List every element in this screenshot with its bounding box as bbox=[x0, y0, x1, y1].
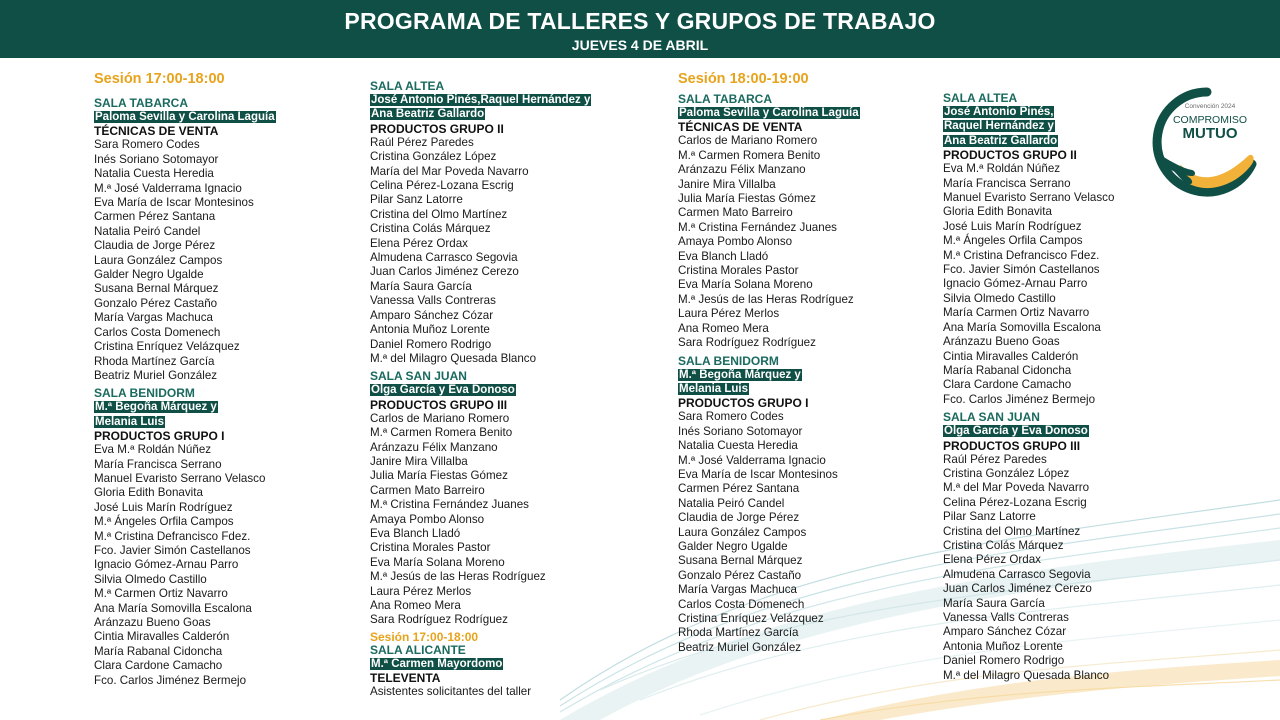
list-item: Claudia de Jorge Pérez bbox=[678, 511, 800, 525]
list-item: M.ª Cristina Fernández Juanes bbox=[678, 220, 837, 234]
hosts bbox=[94, 400, 234, 429]
list-item: Raúl Pérez Paredes bbox=[943, 452, 1047, 466]
list-item: Aránzazu Bueno Goas bbox=[943, 335, 1060, 349]
list-item: Carlos Costa Domenech bbox=[94, 325, 221, 339]
list-item: M.ª del Milagro Quesada Blanco bbox=[943, 668, 1110, 682]
list-item: Antonia Muñoz Lorente bbox=[943, 639, 1063, 653]
list-item: Cristina González López bbox=[943, 466, 1070, 480]
hosts-label: Paloma Sevilla y Carolina Laguía bbox=[95, 111, 275, 123]
topic: PRODUCTOS GRUPO I bbox=[678, 396, 809, 411]
list-item: Sara Rodríguez Rodríguez bbox=[678, 336, 816, 350]
list-item: Aránzazu Félix Manzano bbox=[370, 440, 498, 454]
room-name: SALA SAN JUAN bbox=[943, 410, 1040, 425]
list-item: Amparo Sánchez Cózar bbox=[370, 308, 494, 322]
hosts bbox=[370, 383, 640, 397]
topic: PRODUCTOS GRUPO III bbox=[943, 438, 1081, 453]
list-item: Eva María Solana Moreno bbox=[678, 278, 813, 292]
list-item: María Francisca Serrano bbox=[943, 176, 1071, 190]
list-item: Cristina Morales Pastor bbox=[370, 541, 491, 555]
list-item: Pilar Sanz Latorre bbox=[370, 193, 463, 207]
hosts bbox=[943, 105, 1068, 148]
list-item: Carlos de Mariano Romero bbox=[678, 134, 818, 148]
list-item: Gloria Edith Bonavita bbox=[94, 486, 203, 500]
list-item: M.ª del Milagro Quesada Blanco bbox=[370, 351, 537, 365]
list-item: Ana Romeo Mera bbox=[370, 599, 461, 612]
list-item: M.ª Carmen Ortiz Navarro bbox=[94, 587, 228, 601]
list-item: Fco. Carlos Jiménez Bermejo bbox=[94, 673, 247, 687]
hosts bbox=[943, 424, 1183, 438]
list-item: Fco. Carlos Jiménez Bermejo bbox=[943, 392, 1096, 406]
topic: TELEVENTA bbox=[370, 671, 441, 686]
topic: PRODUCTOS GRUPO I bbox=[94, 429, 225, 444]
list-item: Daniel Romero Rodrigo bbox=[370, 337, 492, 351]
hosts bbox=[678, 368, 818, 397]
list-item: Carmen Mato Barreiro bbox=[370, 483, 485, 497]
list-item: Natalia Cuesta Heredia bbox=[94, 167, 214, 181]
hosts bbox=[370, 93, 602, 122]
list-item: María del Mar Poveda Navarro bbox=[370, 164, 529, 178]
list-item: Laura González Campos bbox=[94, 253, 223, 267]
list-item: Rhoda Martínez García bbox=[94, 354, 215, 368]
topic: PRODUCTOS GRUPO III bbox=[370, 397, 508, 412]
list-item: Amaya Pombo Alonso bbox=[678, 235, 793, 249]
list-item: Carlos Costa Domenech bbox=[678, 597, 805, 611]
list-item: M.ª Cristina Defrancisco Fdez. bbox=[943, 248, 1100, 262]
logo-line-1: Convención 2024 bbox=[1184, 103, 1236, 110]
list-item: Ana María Somovilla Escalona bbox=[94, 601, 252, 615]
attendee-list bbox=[94, 138, 344, 383]
column-4 bbox=[943, 92, 1183, 683]
list-item: Natalia Peiró Candel bbox=[678, 496, 785, 510]
list-item: Carlos de Mariano Romero bbox=[370, 411, 510, 425]
list-item: Celina Pérez-Lozana Escrig bbox=[370, 179, 514, 193]
list-item: M.ª Carmen Romera Benito bbox=[678, 148, 821, 162]
session-heading: Sesión 17:00-18:00 bbox=[370, 629, 479, 644]
list-item: Claudia de Jorge Pérez bbox=[94, 239, 216, 253]
page-subtitle: JUEVES 4 DE ABRIL bbox=[571, 37, 709, 53]
hosts bbox=[370, 657, 640, 671]
list-item: Carmen Pérez Santana bbox=[94, 210, 216, 224]
list-item: Aránzazu Bueno Goas bbox=[94, 616, 211, 629]
list-item: María Vargas Machuca bbox=[678, 583, 797, 597]
room-name: SALA BENIDORM bbox=[678, 353, 779, 368]
list-item: María Saura García bbox=[370, 279, 472, 293]
attendee-list bbox=[678, 410, 933, 655]
list-item: José Luis Marín Rodríguez bbox=[94, 500, 233, 514]
list-item: Rhoda Martínez García bbox=[678, 626, 799, 640]
list-item: Almudena Carrasco Segovia bbox=[370, 251, 518, 265]
topic: PRODUCTOS GRUPO II bbox=[370, 121, 504, 136]
list-item: Vanessa Valls Contreras bbox=[370, 294, 496, 308]
list-item: Asistentes solicitantes del taller bbox=[370, 685, 532, 699]
room-name: SALA TABARCA bbox=[678, 92, 772, 106]
list-item: M.ª José Valderrama Ignacio bbox=[678, 453, 826, 467]
hosts-label: Olga García y Eva Donoso bbox=[944, 425, 1088, 438]
list-item: Clara Cardone Camacho bbox=[94, 659, 223, 673]
list-item: Laura Pérez Merlos bbox=[678, 307, 780, 321]
list-item: Silvia Olmedo Castillo bbox=[943, 291, 1056, 305]
list-item: Inés Soriano Sotomayor bbox=[94, 152, 219, 166]
hosts-label: José Antonio Pinés, Raquel Hernández y Ana Beatriz Gallardo bbox=[944, 106, 1058, 147]
list-item: Juan Carlos Jiménez Cerezo bbox=[943, 582, 1092, 596]
list-item: Daniel Romero Rodrigo bbox=[943, 654, 1065, 668]
list-item: Eva María Solana Moreno bbox=[370, 555, 505, 569]
list-item: Eva M.ª Roldán Núñez bbox=[94, 443, 212, 457]
session-heading: Sesión 18:00-19:00 bbox=[678, 71, 809, 87]
list-item: Ana María Somovilla Escalona bbox=[943, 320, 1101, 334]
list-item: Pilar Sanz Latorre bbox=[943, 510, 1036, 524]
attendee-list bbox=[678, 134, 933, 350]
list-item: Cristina González López bbox=[370, 150, 497, 164]
list-item: M.ª Cristina Fernández Juanes bbox=[370, 498, 529, 512]
hosts bbox=[678, 106, 933, 120]
list-item: Gonzalo Pérez Castaño bbox=[678, 568, 802, 582]
workshop-block bbox=[370, 370, 640, 628]
column-3 bbox=[678, 70, 933, 655]
list-item: Cintia Miravalles Calderón bbox=[943, 349, 1079, 363]
list-item: Celina Pérez-Lozana Escrig bbox=[943, 495, 1087, 509]
attendee-list bbox=[943, 162, 1183, 407]
list-item: Eva María de Iscar Montesinos bbox=[94, 196, 254, 210]
list-item: Cristina Colás Márquez bbox=[943, 538, 1064, 552]
workshop-block bbox=[943, 92, 1183, 407]
list-item: Cristina Morales Pastor bbox=[678, 264, 799, 278]
hosts-label: M.ª Carmen Mayordomo bbox=[371, 657, 503, 670]
list-item: M.ª Carmen Romera Benito bbox=[370, 426, 513, 440]
list-item: María Rabanal Cidoncha bbox=[943, 363, 1072, 377]
topic: TÉCNICAS DE VENTA bbox=[678, 120, 803, 135]
logo-line-3: MUTUO bbox=[1182, 125, 1238, 142]
list-item: Eva Blanch Lladó bbox=[678, 249, 769, 263]
room-name: SALA ALTEA bbox=[370, 79, 445, 93]
list-item: Carmen Pérez Santana bbox=[678, 482, 800, 496]
hosts-label: M.ª Begoña Márquez y Melania Luis bbox=[679, 368, 801, 395]
list-item: M.ª Ángeles Orfila Campos bbox=[943, 234, 1083, 248]
list-item: Galder Negro Ugalde bbox=[678, 539, 788, 553]
list-item: Almudena Carrasco Segovia bbox=[943, 567, 1091, 581]
list-item: Fco. Javier Simón Castellanos bbox=[94, 543, 251, 557]
room-name: SALA ALICANTE bbox=[370, 642, 466, 657]
workshop-block bbox=[94, 97, 344, 383]
topic: PRODUCTOS GRUPO II bbox=[943, 148, 1077, 163]
list-item: Raúl Pérez Paredes bbox=[370, 135, 474, 149]
list-item: Galder Negro Ugalde bbox=[94, 268, 204, 282]
hosts-label: M.ª Begoña Márquez y Melania Luis bbox=[95, 401, 217, 428]
list-item: Amparo Sánchez Cózar bbox=[943, 625, 1067, 639]
list-item: M.ª Ángeles Orfila Campos bbox=[94, 515, 234, 529]
list-item: Janire Mira Villalba bbox=[678, 177, 776, 191]
list-item: María Saura García bbox=[943, 596, 1045, 610]
list-item: Antonia Muñoz Lorente bbox=[370, 323, 490, 337]
list-item: Eva Blanch Lladó bbox=[370, 526, 461, 540]
list-item: Ana Romeo Mera bbox=[678, 321, 769, 335]
list-item: Natalia Peiró Candel bbox=[94, 224, 201, 238]
list-item: Beatriz Muriel González bbox=[678, 640, 802, 654]
list-item: Elena Pérez Ordax bbox=[370, 236, 468, 250]
list-item: Cintia Miravalles Calderón bbox=[94, 630, 230, 644]
list-item: María Carmen Ortiz Navarro bbox=[943, 306, 1090, 320]
topic: TÉCNICAS DE VENTA bbox=[94, 124, 219, 139]
list-item: Sara Romero Codes bbox=[94, 138, 200, 152]
list-item: Beatriz Muriel González bbox=[94, 368, 218, 382]
list-item: Cristina Colás Márquez bbox=[370, 222, 491, 236]
list-item: Fco. Javier Simón Castellanos bbox=[943, 263, 1100, 277]
list-item: Natalia Cuesta Heredia bbox=[678, 439, 798, 453]
workshop-block bbox=[678, 93, 933, 351]
list-item: Manuel Evaristo Serrano Velasco bbox=[94, 471, 266, 485]
list-item: Silvia Olmedo Castillo bbox=[94, 572, 207, 586]
attendee-list bbox=[943, 453, 1183, 684]
list-item: Susana Bernal Márquez bbox=[94, 282, 219, 296]
list-item: Clara Cardone Camacho bbox=[943, 378, 1072, 392]
workshop-block bbox=[678, 355, 933, 656]
list-item: María Francisca Serrano bbox=[94, 457, 222, 471]
list-item: Gonzalo Pérez Castaño bbox=[94, 296, 218, 310]
list-item: Laura Pérez Merlos bbox=[370, 584, 472, 598]
list-item: Eva María de Iscar Montesinos bbox=[678, 467, 838, 481]
hosts bbox=[94, 110, 344, 124]
list-item: José Luis Marín Rodríguez bbox=[943, 219, 1082, 233]
list-item: M.ª del Mar Poveda Navarro bbox=[943, 481, 1090, 495]
list-item: Ignacio Gómez-Arnau Parro bbox=[943, 277, 1088, 291]
hosts-label: Paloma Sevilla y Carolina Laguía bbox=[679, 107, 859, 119]
list-item: Julia María Fiestas Gómez bbox=[678, 192, 816, 206]
room-name: SALA ALTEA bbox=[943, 91, 1018, 105]
list-item: María Vargas Machuca bbox=[94, 311, 213, 325]
room-name: SALA TABARCA bbox=[94, 96, 188, 110]
list-item: Inés Soriano Sotomayor bbox=[678, 424, 803, 438]
list-item: Cristina Enríquez Velázquez bbox=[94, 340, 240, 354]
list-item: M.ª Jesús de las Heras Rodríguez bbox=[678, 292, 854, 306]
hosts-label: Olga García y Eva Donoso bbox=[371, 384, 515, 397]
column-2 bbox=[370, 80, 640, 700]
list-item: Sara Rodríguez Rodríguez bbox=[370, 613, 508, 627]
list-item: M.ª Cristina Defrancisco Fdez. bbox=[94, 529, 251, 543]
room-name: SALA BENIDORM bbox=[94, 386, 195, 401]
list-item: Juan Carlos Jiménez Cerezo bbox=[370, 265, 519, 279]
list-item: Eva M.ª Roldán Núñez bbox=[943, 162, 1061, 176]
workshop-block bbox=[94, 387, 344, 688]
list-item: Vanessa Valls Contreras bbox=[943, 611, 1069, 624]
attendee-list bbox=[370, 412, 640, 628]
list-item: Cristina del Olmo Martínez bbox=[943, 524, 1081, 538]
room-name: SALA SAN JUAN bbox=[370, 369, 467, 384]
list-item: Sara Romero Codes bbox=[678, 410, 784, 424]
list-item: M.ª José Valderrama Ignacio bbox=[94, 181, 242, 195]
session-heading: Sesión 17:00-18:00 bbox=[94, 71, 225, 87]
logo-line-2: COMPROMISO bbox=[1172, 114, 1248, 126]
list-item: Manuel Evaristo Serrano Velasco bbox=[943, 191, 1115, 205]
page-title: PROGRAMA DE TALLERES Y GRUPOS DE TRABAJO bbox=[344, 8, 936, 34]
column-1 bbox=[94, 70, 344, 688]
list-item: M.ª Jesús de las Heras Rodríguez bbox=[370, 570, 546, 584]
workshop-block bbox=[370, 630, 640, 700]
list-item: Gloria Edith Bonavita bbox=[943, 205, 1052, 219]
attendee-list bbox=[94, 443, 344, 688]
compromiso-mutuo-logo bbox=[1152, 86, 1262, 198]
list-item: Janire Mira Villalba bbox=[370, 454, 468, 468]
list-item: Aránzazu Félix Manzano bbox=[678, 163, 806, 177]
list-item: Ignacio Gómez-Arnau Parro bbox=[94, 558, 239, 572]
hosts-label: José Antonio Pinés,Raquel Hernández y Ana Beatriz Gallardo bbox=[371, 94, 591, 121]
list-item: Carmen Mato Barreiro bbox=[678, 206, 793, 220]
list-item: Susana Bernal Márquez bbox=[678, 554, 803, 568]
list-item: Julia María Fiestas Gómez bbox=[370, 469, 508, 483]
list-item: Cristina Enríquez Velázquez bbox=[678, 612, 824, 625]
workshop-block bbox=[943, 411, 1183, 683]
list-item: Elena Pérez Ordax bbox=[943, 553, 1041, 567]
attendee-list bbox=[370, 685, 640, 699]
list-item: Amaya Pombo Alonso bbox=[370, 512, 485, 526]
list-item: María Rabanal Cidoncha bbox=[94, 644, 223, 658]
list-item: Cristina del Olmo Martínez bbox=[370, 207, 508, 221]
attendee-list bbox=[370, 136, 640, 367]
list-item: Laura González Campos bbox=[678, 525, 807, 539]
workshop-block bbox=[370, 80, 640, 366]
header-banner bbox=[0, 0, 1280, 58]
